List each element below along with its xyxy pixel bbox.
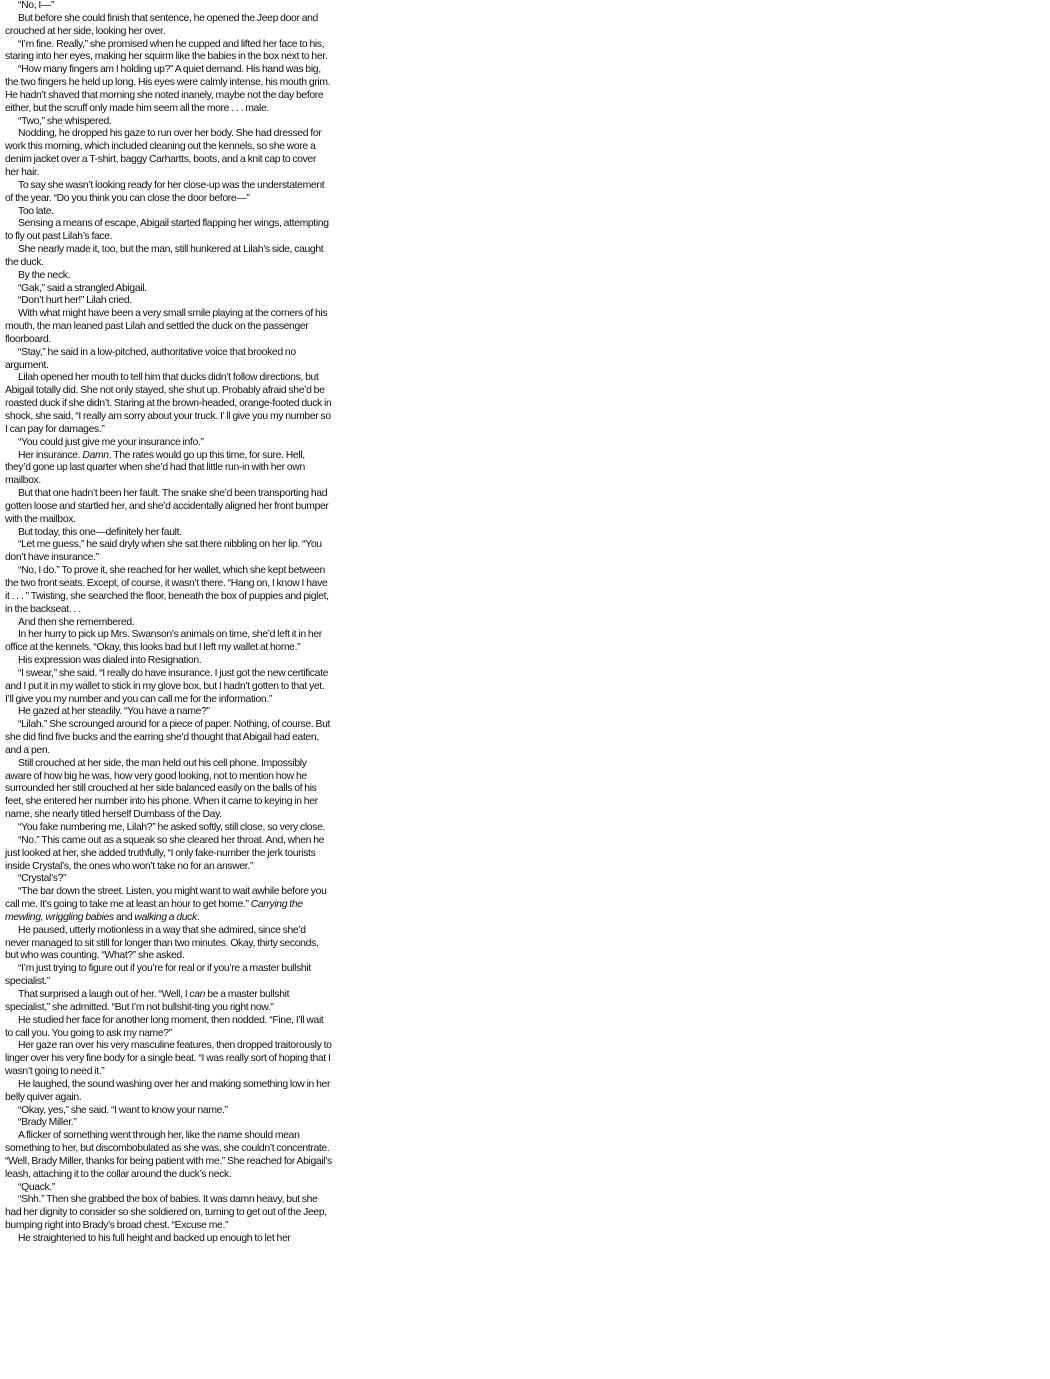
text-run: “I’m fine. Really,” she promised when he cupped and lifted her face to his, staring into her eyes, making her squirm like the babies in the box next to her. <box>5 38 328 63</box>
text-run: “No.” This came out as a squeak so she cleared her throat. And, when he just looked at her, she added truthfully, “I only fake-number the jerk tourists inside Crystal’s, the ones who won’t take no for an answer.” <box>5 834 325 872</box>
text-run: “Okay, yes,” she said. “I want to know your name.” <box>18 1104 228 1116</box>
text-run: He straightened to his full height and backed up enough to let her <box>18 1233 291 1244</box>
paragraph <box>5 347 332 373</box>
text-run: His expression was dialed into Resignation. <box>18 655 202 667</box>
text-run: But today, this one—definitely her fault. <box>18 526 182 538</box>
paragraph <box>5 989 332 1015</box>
text-run: But that one hadn’t been her fault. The snake she’d been transporting had gotten loose and startled her, and she’d accidentally aligned her front bumper with the mailbox. <box>5 488 329 525</box>
text-run: “Quack.” <box>18 1181 56 1193</box>
paragraph <box>5 886 332 925</box>
text-run: A flicker of something went through her, like the name should mean something to her, but discombobulated as she was, she couldn’t concentrate. “Well, Brady Miller, thanks for being patient with me.” She reached for Abigail’s leash, attaching it to the collar around the duck’s neck. <box>5 1130 332 1180</box>
text-run: He studied her face for another long moment, then nodded. “Fine, I’ll wait to call you. You going to ask my name?” <box>5 1014 324 1039</box>
paragraph <box>5 668 332 707</box>
paragraph <box>5 655 332 668</box>
text-run: “No, I—” <box>18 0 55 11</box>
paragraph <box>5 13 332 39</box>
italic-text-run: Damn <box>82 449 109 461</box>
text-run: “Shh.” Then she grabbed the box of babies. It was damn heavy, but she had her dignity to consider so she soldiered on, turning to get out of the Jeep, bumping right into Brady’s broad chest. “Excuse me.” <box>5 1194 327 1232</box>
paragraph <box>5 206 332 219</box>
paragraph <box>5 1105 332 1118</box>
text-run: “Brady Miller.” <box>18 1117 77 1129</box>
paragraph <box>5 758 332 822</box>
text-run: . <box>196 911 200 923</box>
text-run: “You fake numbering me, Lilah?” he asked softly, still close, so very close. <box>18 822 326 833</box>
paragraph <box>5 1117 332 1130</box>
text-run: But before she could finish that sentence, he opened the Jeep door and crouched at her side, looking her over. <box>5 12 318 37</box>
paragraph <box>5 873 332 886</box>
text-run: She nearly made it, too, but the man, still hunkered at Lilah’s side, caught the duck. <box>5 244 324 268</box>
text-run: “Crystal’s?” <box>18 873 67 885</box>
paragraph <box>5 963 332 989</box>
paragraph <box>5 64 332 115</box>
paragraph <box>5 1194 332 1233</box>
paragraph <box>5 1079 332 1105</box>
paragraph <box>5 0 332 13</box>
italic-text-run: Carrying the mewling, wriggling babies <box>5 899 303 923</box>
paragraph <box>5 180 332 206</box>
text-run: Her gaze ran over his very masculine features, then dropped traitorously to linger over his very fine body for a single beat. “I was really sort of hoping that I wasn’t going to need it.” <box>5 1040 332 1078</box>
text-run: Lilah opened her mouth to tell him that ducks didn’t follow directions, but Abigail totally did. She not only stayed, she shut up. Probably afraid she’d be roasted duck if she didn’t. Staring at the brown-headed, orange-footed duck in shock, she said, “I really am sorry about your truck. I’ ll give you my number so I can pay for damages.” <box>5 372 332 435</box>
paragraph <box>5 372 332 436</box>
text-run: That surprised a laugh out of her. “Well, I <box>18 988 190 1000</box>
paragraph <box>5 437 332 450</box>
paragraph <box>5 617 332 630</box>
paragraph <box>5 835 332 874</box>
italic-text-run: walking a duck <box>134 911 197 923</box>
paragraph <box>5 925 332 964</box>
text-run: With what might have been a very small smile playing at the corners of his mouth, the man leaned past Lilah and settled the duck on the passenger floorboard. <box>5 308 328 345</box>
text-run: He paused, utterly motionless in a way that she admired, since she’d never managed to sit still for longer than two minutes. Okay, thirty seconds, but who was counting. “What?” she asked. <box>5 924 319 962</box>
paragraph <box>5 270 332 283</box>
text-run: “Stay,” he said in a low-pitched, authoritative voice that brooked no argument. <box>5 346 296 371</box>
paragraph <box>5 116 332 129</box>
text-run: and <box>113 911 135 923</box>
paragraph <box>5 1182 332 1195</box>
paragraph <box>5 1130 332 1181</box>
text-run: By the neck. <box>18 269 71 281</box>
paragraph <box>5 39 332 65</box>
paragraph <box>5 1015 332 1041</box>
text-run: “I’m just trying to figure out if you’re for real or if you’re a master bullshit specialist.” <box>5 963 311 988</box>
document-text-column <box>5 0 332 1246</box>
paragraph <box>5 565 332 616</box>
paragraph <box>5 706 332 719</box>
text-run: To say she wasn’t looking ready for her close-up was the understatement of the year. “Do you think you can close the door before—” <box>5 179 325 204</box>
text-run: Too late. <box>18 205 54 217</box>
italic-text-run: can <box>189 988 206 1000</box>
text-run: “You could just give me your insurance info.” <box>18 436 204 448</box>
paragraph <box>5 719 332 758</box>
paragraph <box>5 295 332 308</box>
paragraph <box>5 283 332 296</box>
text-run: “Two,” she whispered. <box>18 115 112 127</box>
text-run: Her insurance. <box>18 449 83 461</box>
text-run: “Don’t hurt her!” Lilah cried. <box>18 295 132 307</box>
paragraph <box>5 488 332 527</box>
paragraph <box>5 1233 332 1246</box>
paragraph <box>5 1040 332 1079</box>
text-run: “I swear,” she said. “I really do have insurance. I just got the new certificate and I put it in my wallet to stick in my glove box, but I hadn’t gotten to that yet. I’ll give you my number and you can call me for the information.” <box>5 667 329 705</box>
paragraph <box>5 629 332 655</box>
text-run: . The rates would go up this time, for sure. Hell, they’d gone up last quarter when she’d had that little run-in with her own mailbox. <box>5 449 305 487</box>
text-run: “Let me guess,” he said dryly when she sat there nibbling on her lip. “You don’t have insurance.” <box>5 539 322 564</box>
text-run: He laughed, the sound washing over her and making something low in her belly quiver again. <box>5 1078 331 1103</box>
text-run: Nodding, he dropped his gaze to run over her body. She had dressed for work this morning, which included cleaning out the kennels, so she wore a denim jacket over a T-shirt, baggy Carhartts, boots, and a knit cap to cover her hair. <box>5 128 322 178</box>
text-run: be a master bullshit specialist,” she admitted. “But I’m not bullshit-ting you right now.” <box>5 988 290 1013</box>
text-run: Still crouched at her side, the man held out his cell phone. Impossibly aware of how big he was, how very good looking, not to mention how he surrounded her still crouched at her side balanced easily on the balls of his feet, she entered her number into his phone. When it came to keying in her name, she nearly titled herself Dumbass of the Day. <box>5 757 318 821</box>
text-run: “Gak,” said a strangled Abigail. <box>18 282 147 294</box>
text-run: “No, I do.” To prove it, she reached for her wallet, which she kept between the two front seats. Except, of course, it wasn’t there. “Hang on, I know I have it . . . ” Twisting, she searched the floor, beneath the box of puppies and piglet, in the backseat. . . <box>5 565 329 615</box>
text-run: “How many fingers am I holding up?” A quiet demand. His hand was big, the two fingers he held up long. His eyes were calmly intense, his mouth grim. He hadn’t shaved that morning she noted inanely, maybe not the day before either, but the scruff only made him seem all the more . . . male. <box>5 64 331 114</box>
text-run: Sensing a means of escape, Abigail started flapping her wings, attempting to fly out past Lilah’s face. <box>5 218 329 243</box>
paragraph <box>5 308 332 347</box>
paragraph <box>5 527 332 540</box>
text-run: And then she remembered. <box>18 616 135 628</box>
paragraph <box>5 218 332 244</box>
paragraph <box>5 128 332 179</box>
text-run: He gazed at her steadily. “You have a name?” <box>18 706 210 718</box>
paragraph <box>5 450 332 489</box>
paragraph <box>5 539 332 565</box>
text-run: “The bar down the street. Listen, you might want to wait awhile before you call me. It’s going to take me at least an hour to get home.” <box>5 886 327 911</box>
text-run: “Lilah.” She scrounged around for a piece of paper. Nothing, of course. But she did find five bucks and the earring she’d thought that Abigail had eaten, and a pen. <box>5 719 331 756</box>
paragraph <box>5 822 332 835</box>
paragraph <box>5 244 332 270</box>
text-run: In her hurry to pick up Mrs. Swanson’s animals on time, she’d left it in her office at the kennels. “Okay, this looks bad but I left my wallet at home.” <box>5 629 322 654</box>
